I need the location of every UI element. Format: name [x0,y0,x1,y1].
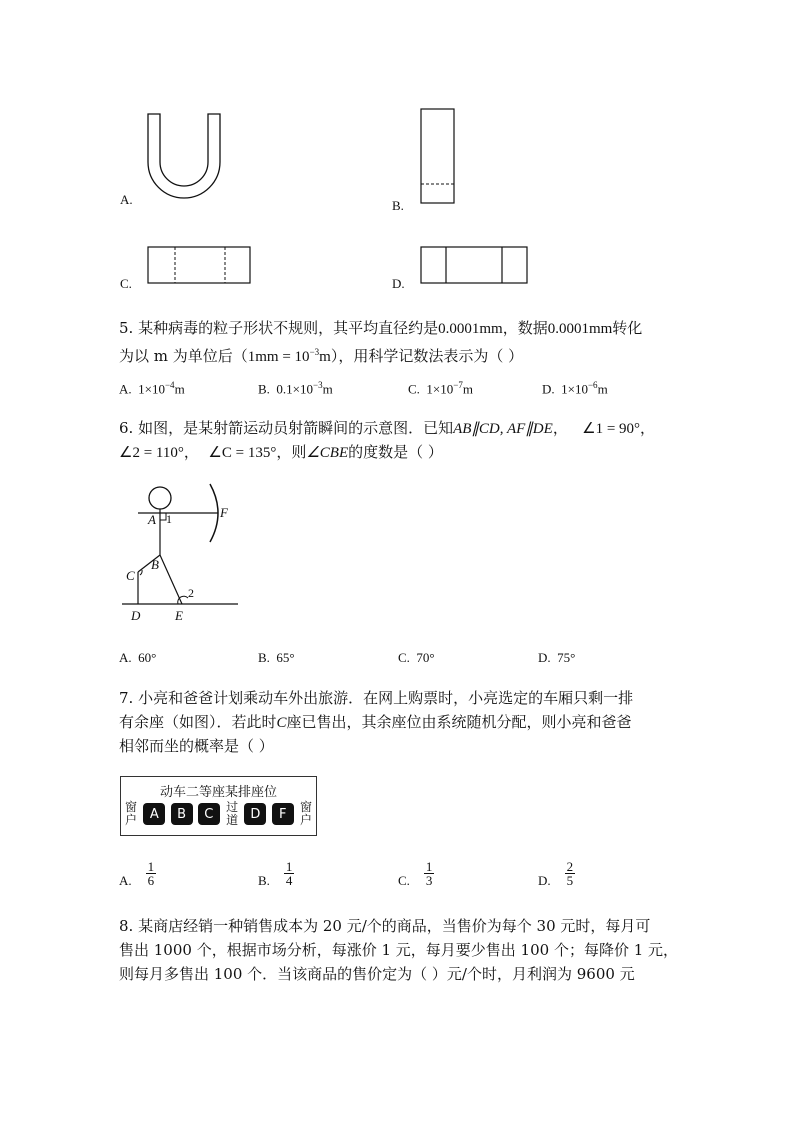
seat-f: F [272,803,294,825]
aisle-label: 过 道 [226,800,239,827]
archer-diagram [118,480,243,626]
q6-text: 的度数是（ ） [348,443,443,461]
q6-option-b: B. 65° [258,650,295,665]
q5-text: 转化 [612,319,643,337]
question-7-line-2 [119,710,632,735]
q6-angle-1: ∠1 = 90° [582,421,641,437]
seat-row [121,799,316,827]
q5-text: 5. 某种病毒的粒子形状不规则，其平均直径约是 [119,319,439,337]
q5-number: 0.0001mm [438,321,503,337]
question-5-line-1 [119,316,642,341]
label-point-c: C [126,568,135,583]
q7-variable: C [276,715,287,731]
q6-angle-2: ∠2 = 110° [119,445,184,461]
q7-text: 座已售出，其余座位由系统随机分配，则小亮和爸爸 [286,713,632,731]
label-point-a: A [148,512,156,527]
q6-text: ， [552,419,568,437]
q6-condition: AB∥CD, AF∥DE [453,421,553,437]
seat-chart [120,776,317,836]
rectangle-net-figure-c [145,244,253,286]
q6-option-c: C. 70° [398,650,435,665]
q6-text: 6. 如图，是某射箭运动员射箭瞬间的示意图．已知 [119,419,454,437]
q6-option-d: D. 75° [538,650,576,665]
q7-option-d: D. $\frac{2}{5}$ [538,859,574,888]
question-6-line-1: 6. 如图，是某射箭运动员射箭瞬间的示意图．已知AB∥CD, AF∥DE， ∠1 = 90°， [119,419,656,437]
question-5-line-2 [119,340,523,369]
q5-text: ），用科学记数法表示为（ ） [330,347,524,365]
option-b-label: B. [392,198,404,213]
q5-option-a: A. $1\times 10^{-4}m$ [119,380,185,397]
question-8-line-2: 售出 1000 个，根据市场分析，每涨价 1 元，每月要少售出 100 个；每降价 1 元， [119,941,679,959]
window-right-label: 窗 户 [299,800,312,827]
seat-a: A [143,803,165,825]
q6-target-angle: ∠CBE [306,445,349,461]
option-d-label: D. [392,276,405,291]
question-8-line-3: 则每月多售出 100 个．当该商品的售价定为（ ）元/个时，月利润为 9600 元 [119,965,635,983]
seat-c: C [198,803,220,825]
label-angle-1: 1 [166,512,172,526]
unit-equation: $1mm = 10^{-3}m$ [247,347,331,365]
window-left-label: 窗 户 [124,800,137,827]
rectangle-net-figure-b [418,106,458,206]
q5-number: 0.0001mm [547,321,613,337]
question-8-line-1: 8. 某商店经销一种销售成本为 20 元/个的商品，当售价为每个 30 元时，每月可 [119,917,651,935]
seat-b: B [171,803,193,825]
seat-chart-title: 动车二等座某排座位 [159,785,277,800]
q6-option-a: A. 60° [119,650,157,665]
u-shape-figure [140,110,230,202]
question-6-line-2: ∠2 = 110°， ∠C = 135°，则∠CBE的度数是（ ） [119,443,443,461]
rectangle-net-figure-d [418,244,530,286]
q6-text: ，则 [276,443,307,461]
seat-d: D [244,803,266,825]
q5-option-b: B. $0.1\times 10^{-3}m$ [258,380,333,397]
label-angle-2: 2 [188,586,194,600]
q7-option-b: B. $\frac{1}{4}$ [258,859,293,888]
label-point-e: E [175,608,183,623]
question-7-line-3: 相邻而坐的概率是（ ） [119,737,274,755]
q5-text: ，数据 [502,319,548,337]
q7-option-a: A. $\frac{1}{6}$ [119,859,155,888]
option-a-label: A. [120,192,133,207]
q7-text: 有余座（如图）．若此时 [119,713,277,731]
label-point-d: D [131,608,141,623]
label-point-b: B [151,557,159,572]
q5-option-d: D. $1\times 10^{-6}m$ [542,380,608,397]
q5-text: 为以 m 为单位后（ [119,347,248,365]
q7-option-c: C. $\frac{1}{3}$ [398,859,433,888]
label-point-f: F [220,505,228,520]
q6-angle-c: ∠C = 135° [208,445,277,461]
option-c-label: C. [120,276,132,291]
question-7-line-1: 7. 小亮和爸爸计划乘动车外出旅游．在网上购票时，小亮选定的车厢只剩一排 [119,689,634,707]
q5-option-c: C. $1\times 10^{-7}m$ [408,380,473,397]
